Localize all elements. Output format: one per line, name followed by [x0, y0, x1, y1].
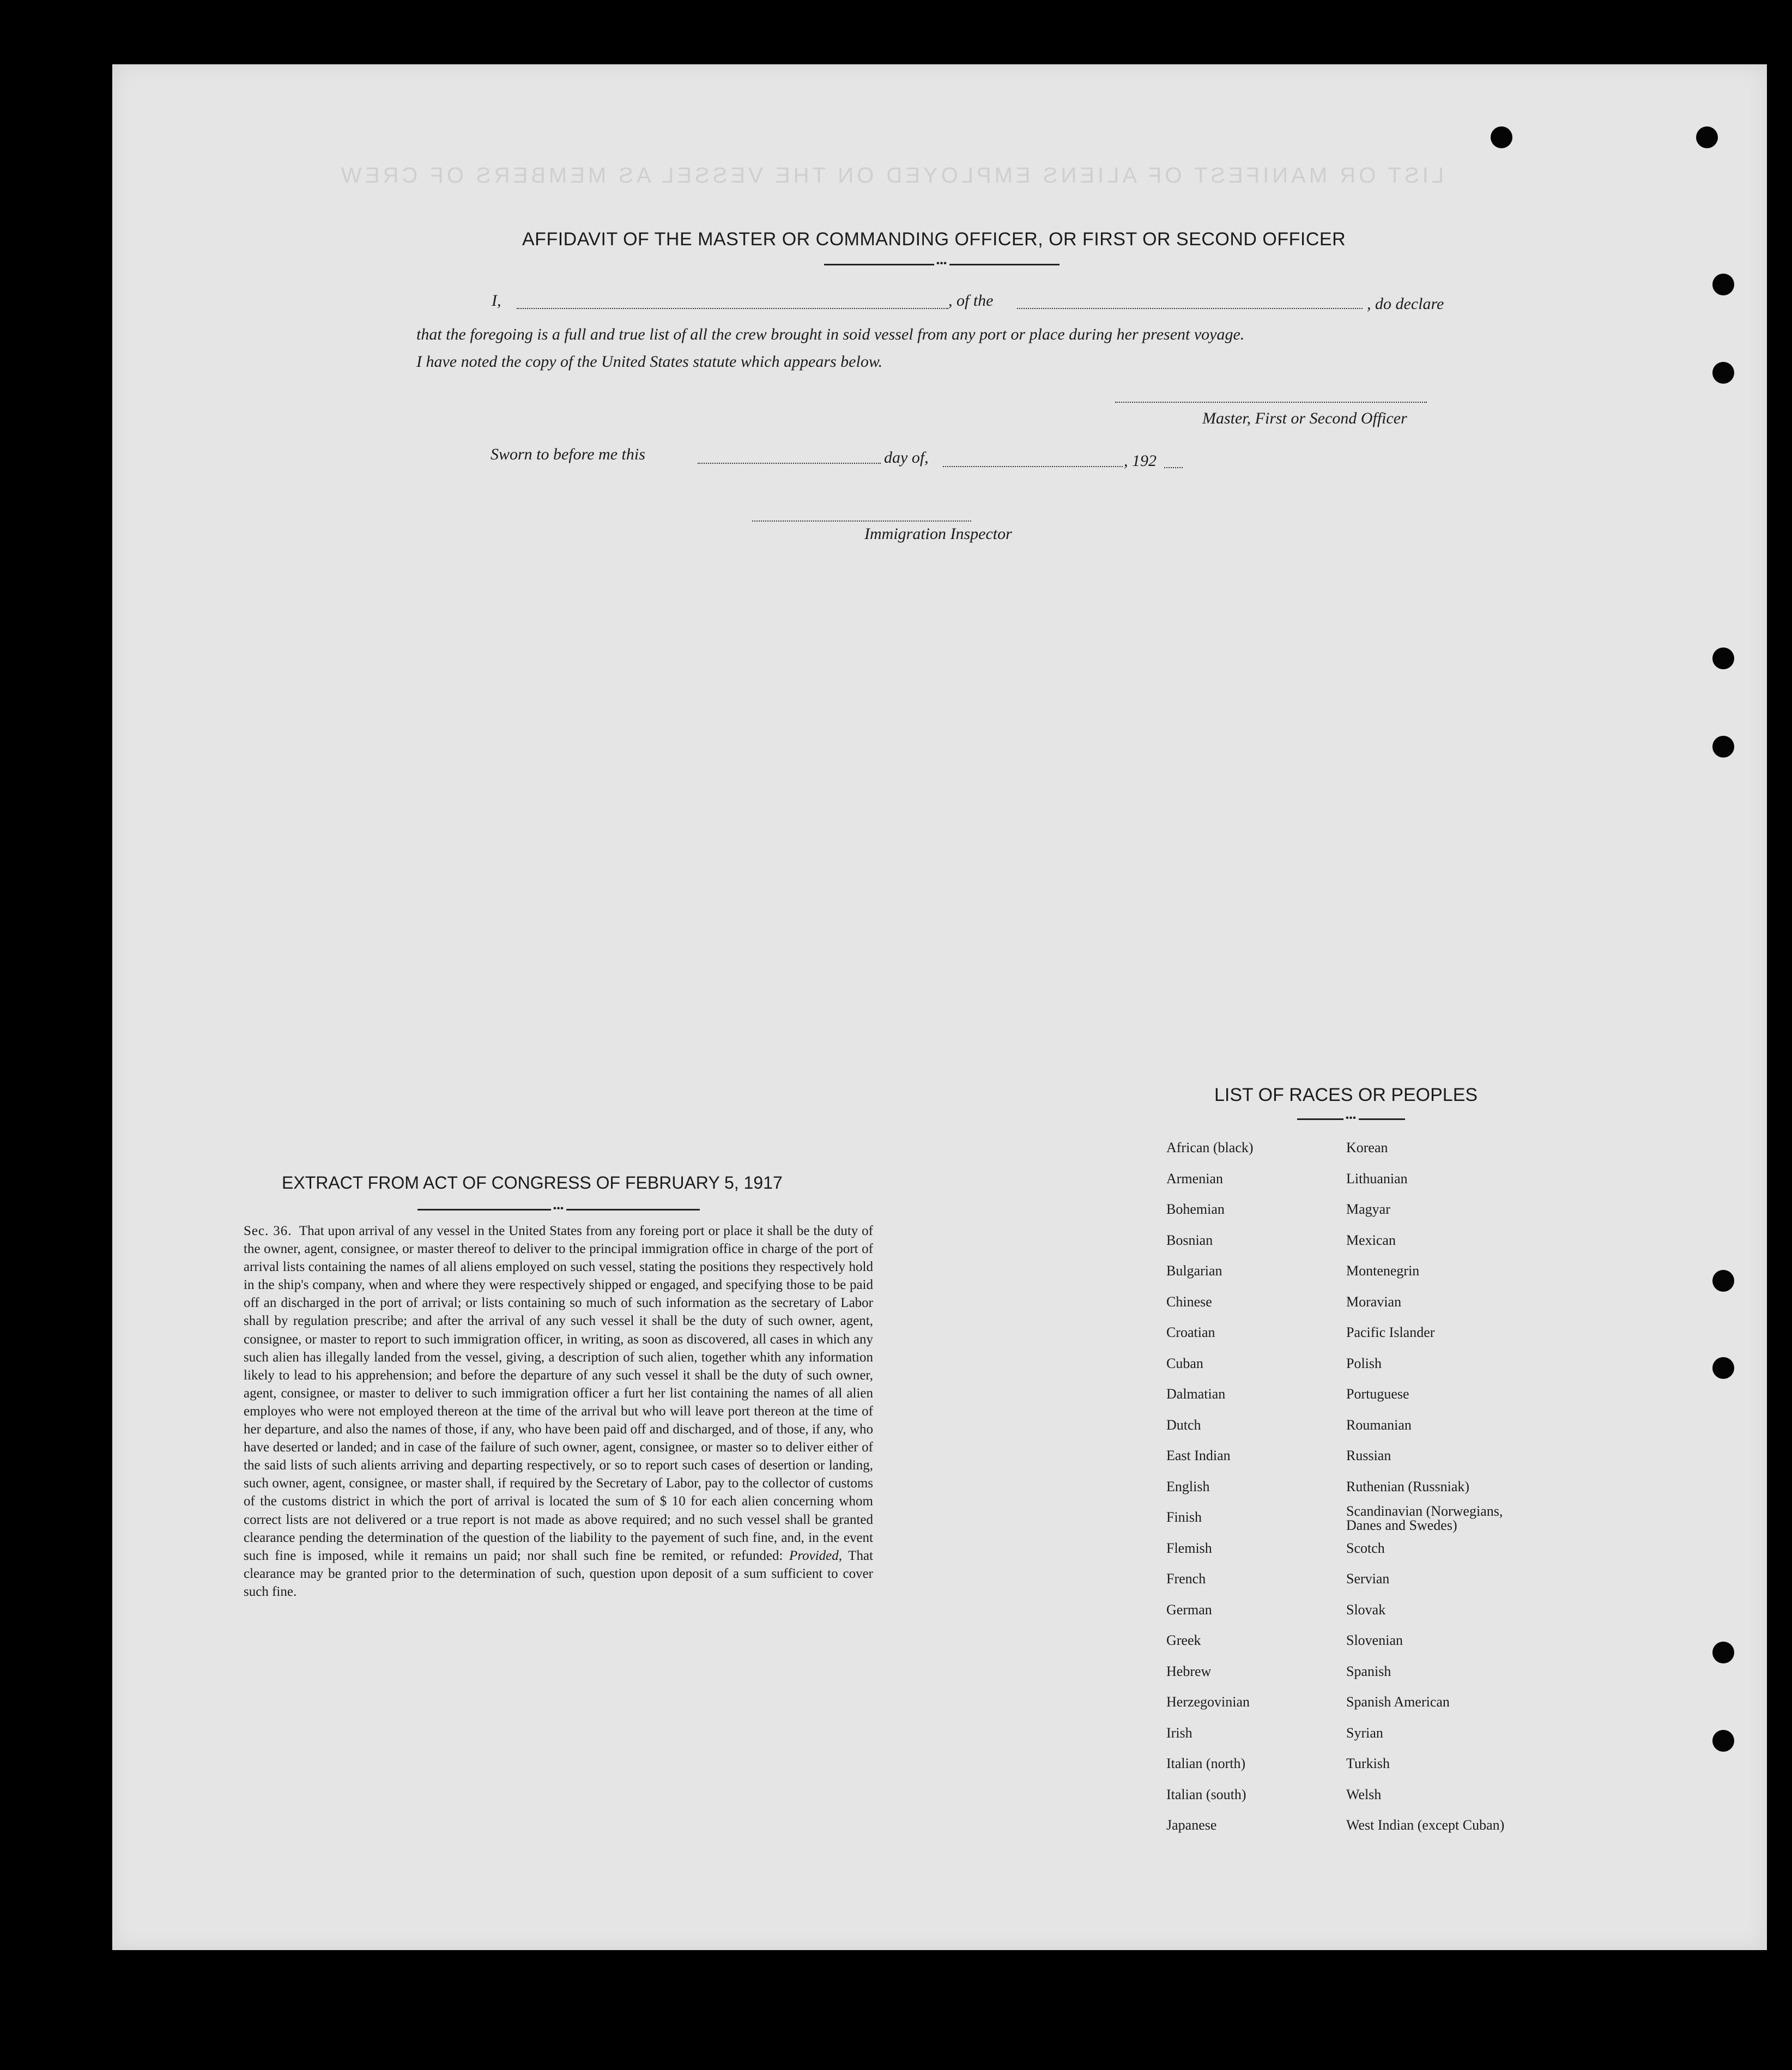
statute-body-end: That clearance may be granted prior to the determination of such, question upon deposit of a sum sufficient to cover such fine.: [244, 1548, 873, 1599]
race-item: Montenegrin: [1346, 1263, 1420, 1279]
punch-hole: [1712, 736, 1734, 758]
race-item: French: [1166, 1571, 1206, 1587]
race-item: Chinese: [1166, 1293, 1212, 1310]
race-item: Slovenian: [1346, 1632, 1403, 1648]
races-title: LIST OF RACES OR PEOPLES: [1214, 1085, 1478, 1105]
punch-hole: [1712, 362, 1734, 384]
race-item: Greek: [1166, 1632, 1201, 1648]
inspector-signature-label: Immigration Inspector: [864, 525, 1012, 543]
race-item: Roumanian: [1346, 1417, 1412, 1433]
sworn-year-label: , 192: [1124, 452, 1157, 470]
race-item: Portuguese: [1346, 1386, 1409, 1402]
race-item: Syrian: [1346, 1724, 1383, 1741]
affidavit-title: AFFIDAVIT OF THE MASTER OR COMMANDING OFFICER, OR FIRST OR SECOND OFFICER: [522, 229, 1346, 250]
race-item: Herzegovinian: [1166, 1694, 1250, 1710]
races-ornament: •••: [1297, 1118, 1405, 1120]
affidavit-declare-label: , do declare: [1367, 295, 1444, 313]
inspector-signature-line[interactable]: [752, 520, 971, 522]
race-item: Bosnian: [1166, 1232, 1213, 1248]
statute-section-label: Sec. 36.: [244, 1224, 292, 1238]
affidavit-ornament: •••: [824, 264, 1060, 265]
race-item: Ruthenian (Russniak): [1346, 1478, 1470, 1494]
punch-hole: [1712, 1357, 1734, 1379]
master-signature-line[interactable]: [1115, 402, 1427, 403]
punch-hole: [1712, 1270, 1734, 1292]
race-item: Polish: [1346, 1355, 1382, 1371]
sworn-day-label: day of,: [884, 449, 929, 467]
punch-hole: [1696, 126, 1718, 148]
sworn-year-blank[interactable]: [1164, 467, 1183, 468]
race-item: Moravian: [1346, 1293, 1402, 1310]
bleed-through-heading: LIST OR MANIFEST OF ALIENS EMPLOYED ON THE VESSEL AS MEMBERS OF CREW: [338, 164, 1444, 187]
race-item: Japanese: [1166, 1817, 1217, 1833]
race-item: Korean: [1346, 1140, 1388, 1155]
extract-ornament: •••: [417, 1209, 700, 1210]
race-item: Spanish: [1346, 1663, 1391, 1679]
races-right-column: [1346, 1133, 1542, 1841]
race-item: West Indian (except Cuban): [1346, 1817, 1505, 1833]
race-item: Finish: [1166, 1509, 1202, 1525]
race-item: Welsh: [1346, 1786, 1382, 1802]
extract-title: EXTRACT FROM ACT OF CONGRESS OF FEBRUARY 5, 1917: [282, 1173, 783, 1193]
master-signature-label: Master, First or Second Officer: [1202, 409, 1407, 427]
name-blank-line[interactable]: [517, 308, 948, 309]
punch-hole: [1712, 274, 1734, 295]
sworn-month-blank[interactable]: [943, 466, 1123, 467]
race-item: Dutch: [1166, 1417, 1201, 1433]
statute-body: That upon arrival of any vessel in the United States from any foreing port or place it shall be the duty of the owner, agent, consignee, or master thereof to deliver to the principal immigration office in charge of the port of arrival lists containing the names of all aliens employed on such vessel, stating the positions they respectively hold in the ship's company, when and where they were respectively shipped or engaged, and specifying those to be paid off an discharged in the port of arrival; or lists containing so much of such information as the secretary of Labor shall by regulation prescribe; and after the arrival of any such vessel it shall be the duty of such owner, agent, consignee, or master to report to such immigration officer, in writing, as soon as discovered, all cases in which any such alien has illegally landed from the vessel, giving, a description of such alien, together whith any information likely to lead to his apprehension; and before the departure of any such vessel it shall be the duty of such owner, agent, consignee, or master to deliver to such immigration officer a furt her list containing the names of all alien employes who were not employed thereon at the time of the arrival but who will leave port thereon at the time of her departure, and also the names of those, if any, who have been paid off and discharged, and of those, if any, who have deserted or landed; and in case of the failure of such owner, agent, consignee, or master so to deliver either of the said lists of such alients arriving and departing respectively, or so to report such cases of desertion or landing, such owner, agent, consignee, or master shall, if required by the Secretary of Labor, pay to the collector of customs of the customs district in which the port of arrival is located the sum of $ 10 for each alien concerning whom correct lists are not delivered or a true report is not made as above required; and no such vessel shall be granted clearance pending the determination of the question of the liability to the payement of such fine, and, in the event such fine is imposed, while it remains un paid; nor shall such fine be remited, or refunded:: [244, 1224, 873, 1563]
race-item: German: [1166, 1601, 1212, 1618]
race-item: Dalmatian: [1166, 1386, 1226, 1402]
punch-hole: [1712, 1730, 1734, 1752]
race-item: Slovak: [1346, 1601, 1386, 1618]
race-item: Spanish American: [1346, 1694, 1450, 1710]
race-item: Mexican: [1346, 1232, 1396, 1248]
race-item: Hebrew: [1166, 1663, 1212, 1679]
punch-hole: [1491, 126, 1512, 148]
race-item: Lithuanian: [1346, 1170, 1408, 1187]
race-item: Bulgarian: [1166, 1263, 1222, 1279]
sworn-prefix: Sworn to before me this: [491, 445, 645, 463]
race-item: African (black): [1166, 1140, 1254, 1155]
race-item: Bohemian: [1166, 1201, 1225, 1217]
race-item: Flemish: [1166, 1540, 1212, 1556]
race-item: East Indian: [1166, 1448, 1231, 1463]
affidavit-i-label: I,: [492, 292, 501, 310]
statute-provided: Provided,: [789, 1548, 843, 1563]
affidavit-of-the-label: , of the: [948, 292, 994, 310]
race-item: Magyar: [1346, 1201, 1390, 1217]
race-item: Irish: [1166, 1724, 1192, 1741]
sworn-day-blank[interactable]: [698, 463, 881, 464]
race-item: Turkish: [1346, 1756, 1390, 1771]
affidavit-statement: that the foregoing is a full and true list of all the crew brought in soid vessel from any port or place during her present voyage.: [416, 325, 1245, 343]
race-item: Servian: [1346, 1571, 1390, 1587]
affidavit-statute-note: I have noted the copy of the United States statute which appears below.: [416, 353, 883, 371]
race-item: Italian (south): [1166, 1786, 1246, 1802]
races-left-column: [1166, 1133, 1330, 1841]
race-item: Scandinavian (Norwegians, Danes and Swedes): [1346, 1503, 1503, 1533]
race-item: Croatian: [1166, 1324, 1215, 1340]
race-item: Pacific Islander: [1346, 1324, 1435, 1340]
race-item: Armenian: [1166, 1170, 1223, 1187]
punch-hole: [1712, 647, 1734, 669]
statute-text: [244, 1222, 873, 1601]
race-item: Russian: [1346, 1448, 1391, 1463]
race-item: Italian (north): [1166, 1756, 1246, 1771]
race-item: Scotch: [1346, 1540, 1385, 1556]
vessel-blank-line[interactable]: [1017, 308, 1363, 309]
punch-hole: [1712, 1642, 1734, 1663]
race-item: Cuban: [1166, 1355, 1203, 1371]
race-item: English: [1166, 1478, 1210, 1494]
